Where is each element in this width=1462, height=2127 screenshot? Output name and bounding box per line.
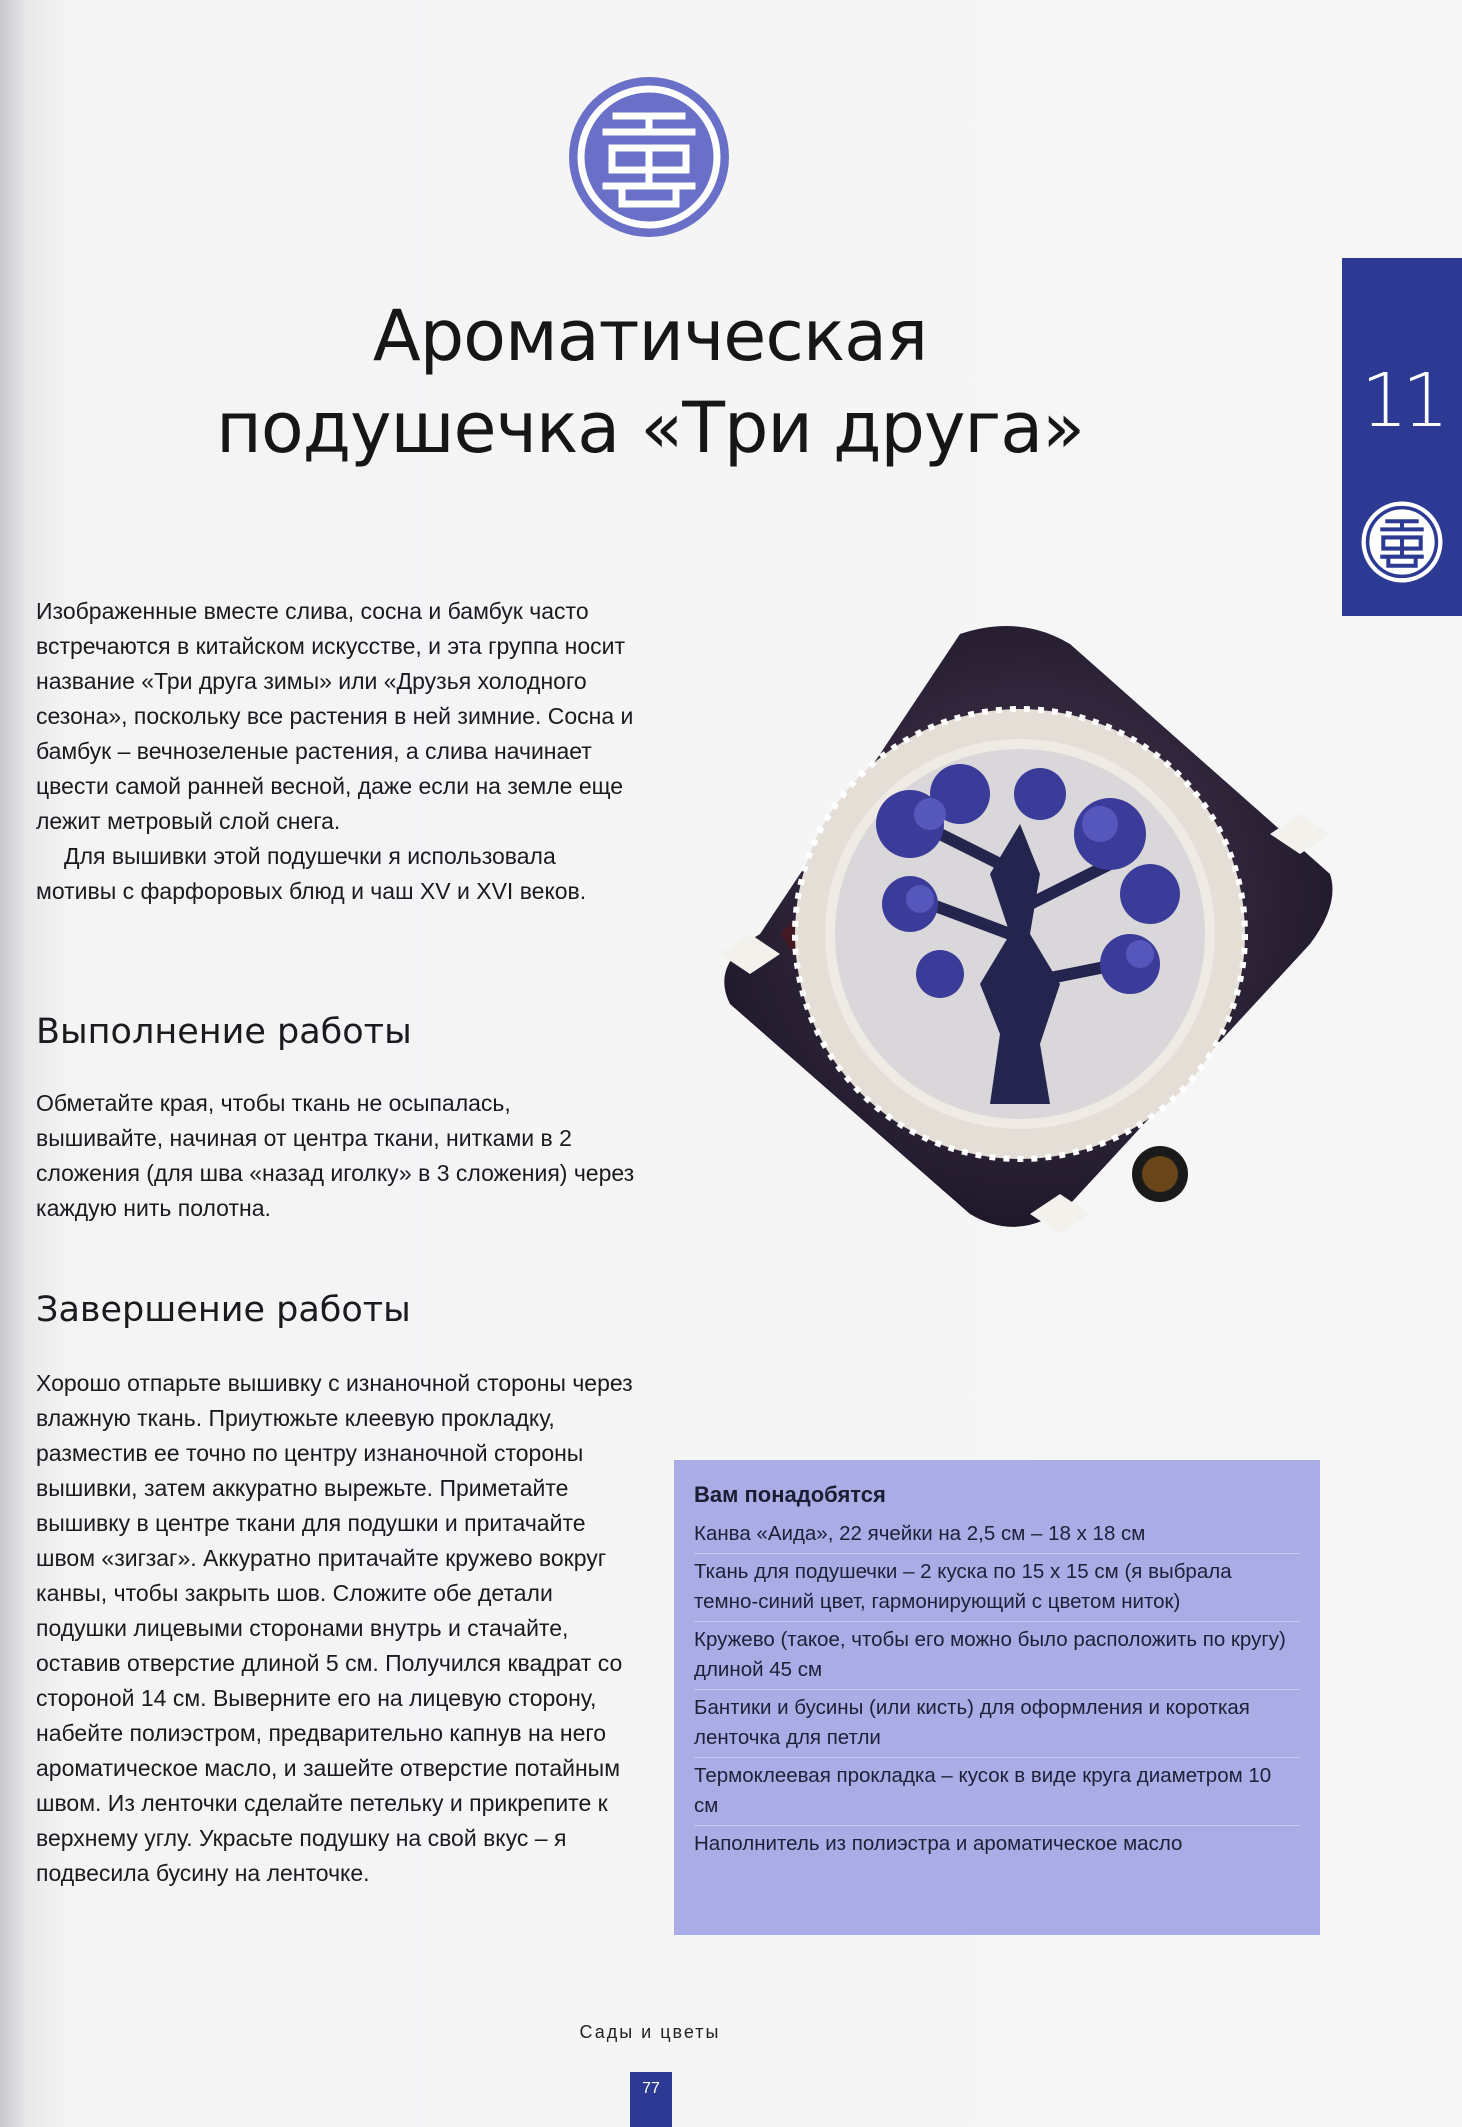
page-number: 77 xyxy=(630,2072,672,2127)
section-heading-finish: Завершение работы xyxy=(36,1290,411,1330)
intro-paragraph-2: Для вышивки этой подушечки я использовала мотивы с фарфоровых блюд и чаш XV и XVI веков. xyxy=(36,843,587,904)
finish-text xyxy=(36,1366,636,1891)
section-heading-work: Выполнение работы xyxy=(36,1012,412,1052)
shou-symbol-icon xyxy=(566,74,732,240)
work-text xyxy=(36,1086,636,1226)
page-title xyxy=(200,290,1100,474)
footer-section-title: Сады и цветы xyxy=(579,2022,721,2042)
materials-item: Бантики и бусины (или кисть) для оформления и короткая ленточка для петли xyxy=(694,1690,1300,1758)
intro-paragraph-1: Изображенные вместе слива, сосна и бамбук часто встречаются в китайском искусстве, и эта группа носит название «Три друга зимы» или «Друзья холодного сезона», поскольку все растения в ней зимние. Сосна и бамбук – вечнозеленые растения, а слива начинает цвести самой ранней весной, даже если на земле еще лежит метровый слой снега. xyxy=(36,598,634,834)
shou-symbol-icon xyxy=(1360,500,1444,584)
chapter-tab xyxy=(1342,258,1462,616)
intro-text xyxy=(36,594,636,909)
pillow-photo xyxy=(690,604,1340,1264)
materials-item: Термоклеевая прокладка – кусок в виде круга диаметром 10 см xyxy=(694,1758,1300,1826)
work-paragraph: Обметайте края, чтобы ткань не осыпалась, вышивайте, начиная от центра ткани, нитками в 2 сложения (для шва «назад иголку» в 3 сложения) через каждую нить полотна. xyxy=(36,1090,635,1221)
materials-heading: Вам понадобятся xyxy=(694,1482,886,1507)
finish-paragraph: Хорошо отпарьте вышивку с изнаночной стороны через влажную ткань. Приутюжьте клеевую прокладку, разместив ее точно по центру изнаночной стороны вышивки, затем аккуратно вырежьте. Приметайте вышивку в центре ткани для подушки и притачайте швом «зигзаг». Аккуратно притачайте кружево вокруг канвы, чтобы закрыть шов. Сложите обе детали подушки лицевыми сторонами внутрь и стачайте, оставив отверстие длиной 5 см. Получился квадрат со стороной 14 см. Выверните его на лицевую сторону, набейте полиэстром, предварительно капнув на него ароматическое масло, и зашейте отверстие потайным швом. Из ленточки сделайте петельку и прикрепите к верхнему углу. Украсьте подушку на свой вкус – я подвесила бусину на ленточке. xyxy=(36,1370,633,1886)
chapter-number: 11 xyxy=(1360,358,1444,444)
materials-item: Наполнитель из полиэстра и ароматическое масло xyxy=(694,1832,1183,1855)
materials-item: Кружево (такое, чтобы его можно было расположить по кругу) длиной 45 см xyxy=(694,1622,1300,1690)
materials-item: Канва «Аида», 22 ячейки на 2,5 см – 18 х 18 см xyxy=(694,1516,1300,1554)
title-line-2: подушечка «Три друга» xyxy=(216,387,1084,469)
materials-box xyxy=(674,1460,1320,1935)
materials-item: Ткань для подушечки – 2 куска по 15 х 15 см (я выбрала темно-синий цвет, гармонирующий с цветом ниток) xyxy=(694,1554,1300,1622)
title-line-1: Ароматическая xyxy=(372,295,928,377)
